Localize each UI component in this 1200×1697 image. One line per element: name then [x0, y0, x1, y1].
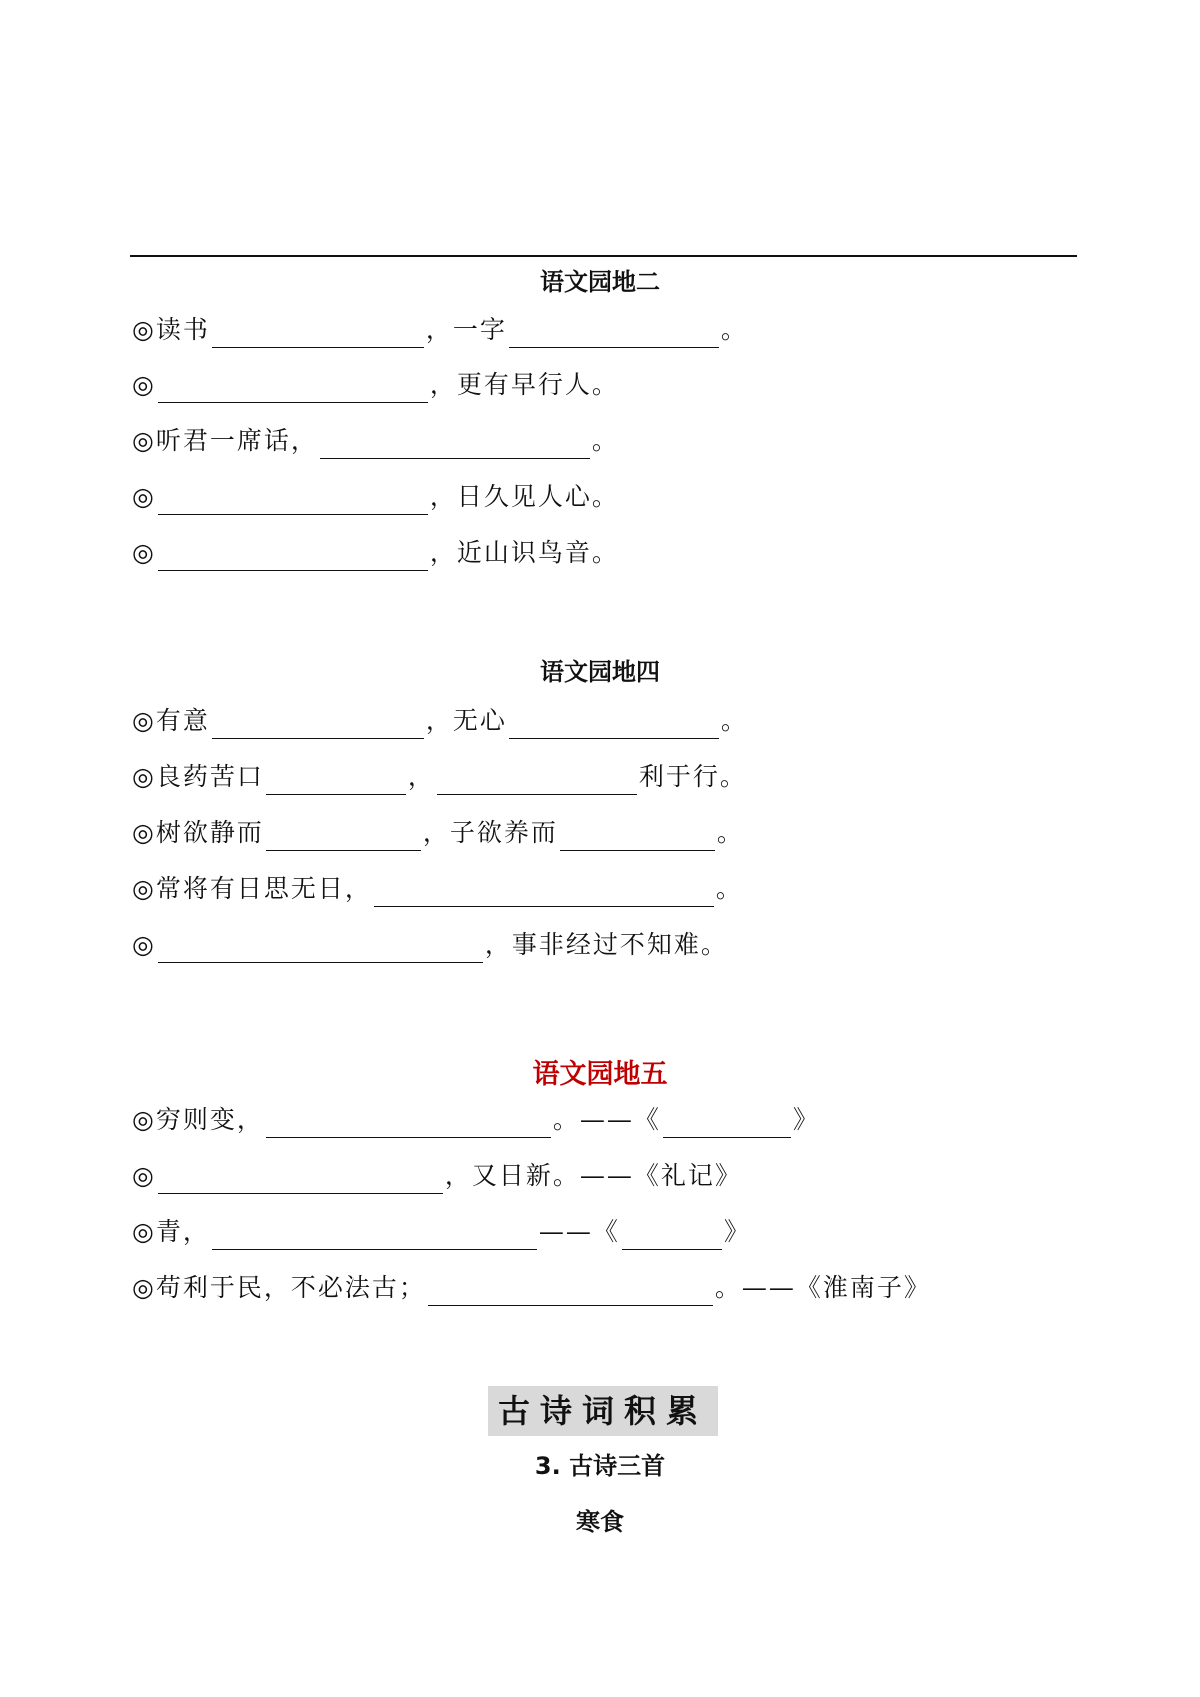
top-rule	[130, 255, 1077, 257]
answer-blank[interactable]	[560, 824, 715, 851]
answer-blank[interactable]	[266, 1111, 551, 1138]
answer-blank[interactable]	[266, 824, 421, 851]
fill-line: ◎有意 ，无心 。	[132, 703, 748, 739]
fill-line: ◎ ，更有早行人。	[132, 367, 619, 403]
lesson-title: 3. 古诗三首	[534, 1452, 666, 1480]
fill-line: ◎ ，日久见人心。	[132, 479, 619, 515]
section-title-2: 语文园地二	[540, 268, 660, 296]
fill-line: ◎ ，事非经过不知难。	[132, 927, 728, 963]
answer-blank[interactable]	[437, 768, 637, 795]
fill-line: ◎树欲静而 ，子欲养而 。	[132, 815, 744, 851]
fill-line: ◎ ，又日新。——《礼记》	[132, 1158, 742, 1194]
section-title-5: 语文园地五	[532, 1059, 668, 1090]
answer-blank[interactable]	[212, 712, 424, 739]
answer-blank[interactable]	[158, 544, 428, 571]
fill-line: ◎青， ——《 》	[132, 1214, 751, 1250]
answer-blank[interactable]	[266, 768, 406, 795]
fill-line: ◎良药苦口 ， 利于行。	[132, 759, 747, 795]
fill-line: ◎读书 ，一字 。	[132, 312, 748, 348]
fill-line: ◎ ，近山识鸟音。	[132, 535, 619, 571]
poetry-banner: 古诗词积累	[488, 1386, 718, 1436]
answer-blank[interactable]	[509, 712, 719, 739]
fill-line: ◎苟利于民，不必法古； 。——《淮南子》	[132, 1270, 931, 1306]
answer-blank[interactable]	[158, 936, 483, 963]
answer-blank[interactable]	[158, 488, 428, 515]
fill-line: ◎穷则变， 。——《 》	[132, 1102, 820, 1138]
answer-blank[interactable]	[158, 1167, 443, 1194]
answer-blank[interactable]	[374, 880, 714, 907]
section-title-4: 语文园地四	[540, 658, 660, 686]
fill-line: ◎听君一席话， 。	[132, 423, 619, 459]
answer-blank[interactable]	[663, 1111, 791, 1138]
fill-line: ◎常将有日思无日， 。	[132, 871, 743, 907]
answer-blank[interactable]	[622, 1223, 722, 1250]
answer-blank[interactable]	[212, 321, 424, 348]
answer-blank[interactable]	[509, 321, 719, 348]
poem-title: 寒食	[576, 1508, 624, 1536]
answer-blank[interactable]	[212, 1223, 537, 1250]
answer-blank[interactable]	[428, 1279, 713, 1306]
answer-blank[interactable]	[158, 376, 428, 403]
answer-blank[interactable]	[320, 432, 590, 459]
